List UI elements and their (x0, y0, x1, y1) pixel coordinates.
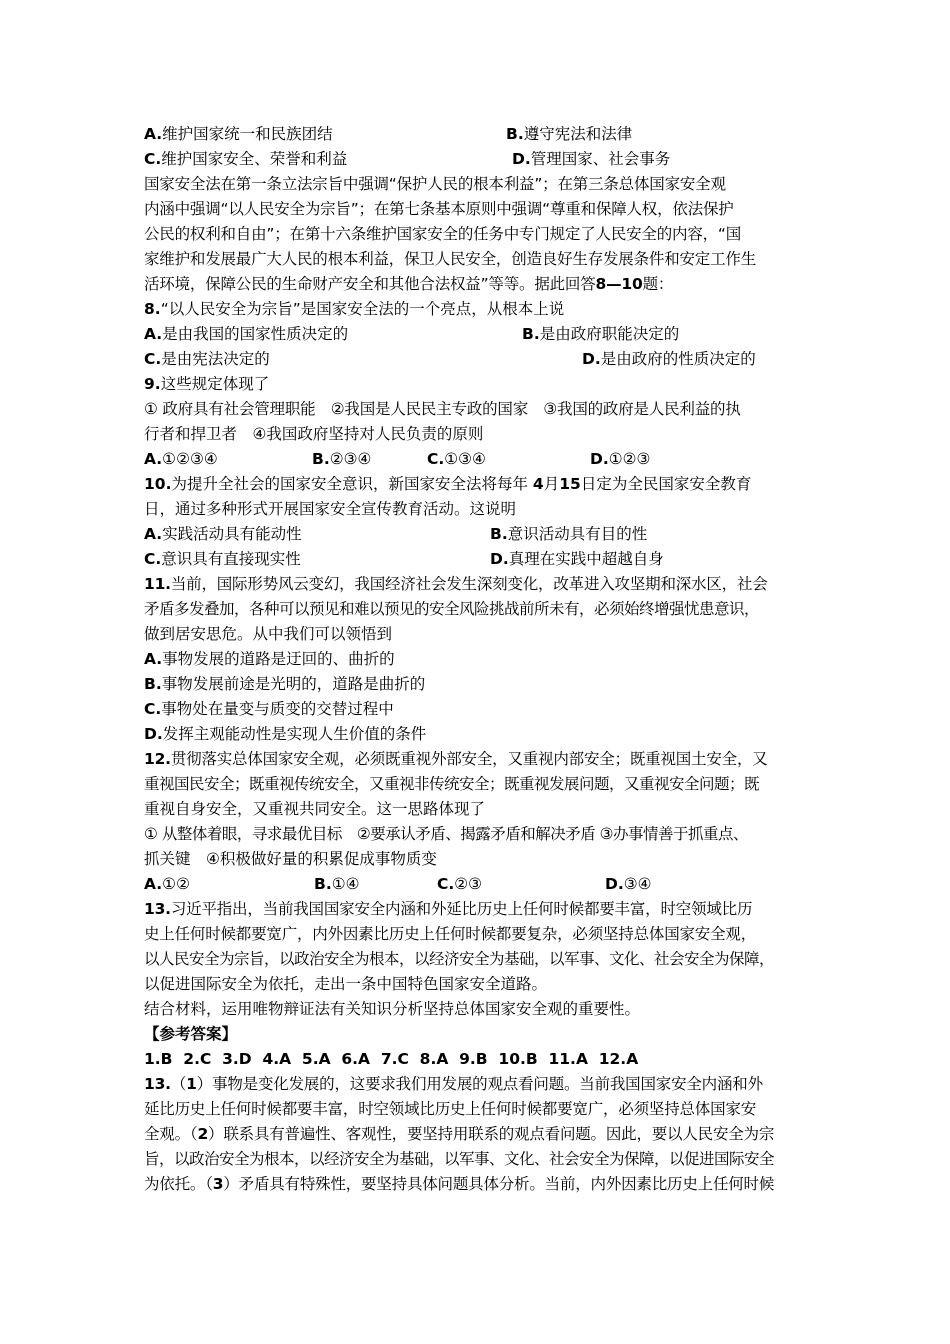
statement-line: 行者和捍卫者 ④我国政府坚持对人民负责的原则 (144, 425, 484, 443)
option-label: C. (144, 550, 162, 568)
option-a (144, 522, 302, 547)
answer-line: 延比历史上任何时候都要丰富，时空领域比历史上任何时候都要宽广，必须坚持总体国家安 (144, 1100, 757, 1118)
question-line: 以促进国际安全为依托，走出一条中国特色国家安全道路。 (144, 975, 548, 993)
option-label: D. (590, 450, 609, 468)
statement-line: 抓关键 ④积极做好量的积累促成事物质变 (144, 850, 437, 868)
option-label: B. (490, 525, 508, 543)
option-label: C. (144, 700, 162, 718)
passage-line (144, 272, 824, 297)
question-text: 这些规定体现了 (160, 375, 270, 393)
option-label: B. (522, 325, 540, 343)
question-number: 9. (144, 375, 161, 393)
option-c (144, 147, 347, 172)
question-text: 日定为全民国家安全教育 (580, 475, 752, 493)
question-line: 史上任何时候都要宽广，内外因素比历史上任何时候都要复杂，必须坚持总体国家安全观， (144, 925, 757, 943)
option-label: D. (512, 150, 531, 168)
question-11 (144, 572, 824, 597)
option-text: 实践活动具有能动性 (162, 525, 302, 543)
question-line: 以人民安全为宗旨，以政治安全为根本，以经济安全为基础，以军事、文化、社会安全为保障， (144, 950, 775, 968)
option-d (144, 722, 824, 747)
option-b (312, 447, 371, 472)
option-row (144, 447, 824, 472)
option-b (144, 672, 824, 697)
option-text: 是由我国的国家性质决定的 (162, 325, 349, 343)
passage-line: 国家安全法在第一条立法宗旨中强调“保护人民的根本利益”；在第三条总体国家安全观 (144, 175, 726, 193)
question-13 (144, 897, 824, 922)
option-label: C. (144, 350, 162, 368)
option-row (144, 522, 824, 547)
month-number: 4 (532, 475, 544, 493)
answer-text: 为依托。（ (144, 1175, 213, 1193)
passage-text: 题： (642, 275, 674, 293)
question-9 (144, 372, 824, 397)
option-label: C. (427, 450, 445, 468)
option-text: ③④ (623, 875, 652, 893)
answer-text: （ (170, 1075, 187, 1093)
option-row (144, 872, 824, 897)
option-a (144, 122, 333, 147)
option-text: 遵守宪法和法律 (523, 125, 633, 143)
question-text: 习近平指出，当前我国国家安全内涵和外延比历史上任何时候都要丰富，时空领域比历 (170, 900, 753, 918)
answer-heading: 【参考答案】 (144, 1025, 238, 1043)
option-label: B. (144, 675, 162, 693)
passage-text: 活环境，保障公民的生命财产安全和其他合法权益”等等。据此回答 (144, 275, 596, 293)
option-c (437, 872, 482, 897)
option-a (144, 447, 218, 472)
point-number: 3 (212, 1175, 224, 1193)
option-row (144, 322, 824, 347)
option-d (490, 547, 664, 572)
option-text: ②③ (454, 875, 483, 893)
option-c (144, 547, 301, 572)
option-label: D. (490, 550, 509, 568)
option-label: D. (144, 725, 163, 743)
option-b (506, 122, 632, 147)
option-label: B. (506, 125, 524, 143)
question-number: 13. (144, 1075, 171, 1093)
option-label: A. (144, 650, 163, 668)
option-label: A. (144, 875, 163, 893)
option-text: 发挥主观能动性是实现人生价值的条件 (162, 725, 427, 743)
option-c (144, 347, 270, 372)
answer-text: ）事物是变化发展的，这要求我们用发展的观点看问题。当前我国国家安全内涵和外 (196, 1075, 763, 1093)
question-line: 日，通过多种形式开展国家安全宣传教育活动。这说明 (144, 500, 517, 518)
option-text: 管理国家、社会事务 (530, 150, 671, 168)
option-text: ①③④ (444, 450, 486, 468)
option-d (512, 147, 670, 172)
option-label: B. (312, 450, 330, 468)
option-label: C. (144, 150, 162, 168)
option-a (144, 647, 824, 672)
point-number: 1 (186, 1075, 197, 1093)
option-c (427, 447, 486, 472)
option-text: 意识活动具有目的性 (507, 525, 648, 543)
option-text: 维护国家安全、荣誉和利益 (161, 150, 348, 168)
question-text: 为提升全社会的国家安全意识，新国家安全法将每年 (171, 475, 528, 493)
answer-key: 1.B 2.C 3.D 4.A 5.A 6.A 7.C 8.A 9.B 10.B 11.A 12.A (144, 1050, 639, 1068)
option-text: 真理在实践中超越自身 (508, 550, 664, 568)
option-text: ①② (162, 875, 190, 893)
question-line: 重视国民安全；既重视传统安全，又重视非传统安全；既重视发展问题，又重视安全问题；既 (144, 775, 760, 793)
option-d (605, 872, 652, 897)
question-line: 重视自身安全，又重视共同安全。这一思路体现了 (144, 800, 486, 818)
question-number: 13. (144, 900, 171, 918)
statement-line: ① 政府具有社会管理职能 ②我国是人民民主专政的国家 ③我国的政府是人民利益的执 (144, 400, 741, 418)
question-number: 10. (144, 475, 172, 493)
option-label: D. (582, 350, 601, 368)
answer-line (144, 1172, 824, 1197)
option-text: 事物处在量变与质变的交替过程中 (161, 700, 394, 718)
option-label: B. (314, 875, 332, 893)
option-text: 是由宪法决定的 (161, 350, 270, 368)
passage-line: 公民的权利和自由”；在第十六条维护国家安全的任务中专门规定了人民安全的内容，“国 (144, 225, 742, 243)
option-text: ②③④ (329, 450, 372, 468)
option-a (144, 872, 190, 897)
option-row (144, 347, 824, 372)
option-text: 维护国家统一和民族团结 (162, 125, 333, 143)
question-text: 贯彻落实总体国家安全观，必须既重视外部安全，又重视内部安全；既重视国土安全，又 (170, 750, 768, 768)
answer-text: ）矛盾具有特殊性，要坚持具体问题具体分析。当前，内外因素比历史上任何时候 (223, 1175, 775, 1193)
question-10 (144, 472, 824, 497)
question-line: 结合材料，运用唯物辩证法有关知识分析坚持总体国家安全观的重要性。 (144, 1000, 641, 1018)
question-range: 8—10 (595, 275, 643, 293)
option-text: ①②③④ (162, 450, 218, 468)
question-8 (144, 297, 824, 322)
question-line: 做到居安思危。从中我们可以领悟到 (144, 625, 393, 643)
answer-line (144, 1122, 824, 1147)
answer-13 (144, 1072, 824, 1097)
option-c (144, 697, 824, 722)
option-a (144, 322, 348, 347)
option-row (144, 122, 824, 147)
question-text: 当前，国际形势风云变幻，我国经济社会发生深刻变化，改革进入攻坚期和深水区，社会 (170, 575, 768, 593)
option-text: 是由政府职能决定的 (539, 325, 680, 343)
option-text: 是由政府的性质决定的 (600, 350, 756, 368)
question-text: 月 (543, 475, 560, 493)
option-text: 意识具有直接现实性 (161, 550, 301, 568)
exam-page (144, 122, 824, 1197)
question-line: 矛盾多发叠加，各种可以预见和难以预见的安全风险挑战前所未有，必须始终增强忧患意识， (144, 600, 760, 618)
question-12 (144, 747, 824, 772)
option-text: 事物发展的道路是迂回的、曲折的 (162, 650, 395, 668)
option-label: A. (144, 450, 163, 468)
day-number: 15 (559, 475, 581, 493)
option-d (582, 347, 756, 372)
answer-text: 全观。（ (144, 1125, 198, 1143)
passage-line: 内涵中强调“以人民安全为宗旨”；在第七条基本原则中强调“尊重和保障人权，依法保护 (144, 200, 734, 218)
option-label: A. (144, 525, 163, 543)
option-label: C. (437, 875, 455, 893)
answer-line: 旨，以政治安全为根本，以经济安全为基础，以军事、文化、社会安全为保障，以促进国际安全 (144, 1150, 775, 1168)
option-text: ①②③ (608, 450, 651, 468)
passage-line: 家维护和发展最广大人民的根本利益，保卫人民安全，创造良好生存发展条件和安定工作生 (144, 250, 757, 268)
option-b (490, 522, 647, 547)
option-row (144, 147, 824, 172)
answer-text: ）联系具有普遍性、客观性，要坚持用联系的观点看问题。因此，要以人民安全为宗 (208, 1125, 775, 1143)
option-label: D. (605, 875, 624, 893)
option-label: A. (144, 125, 163, 143)
question-number: 12. (144, 750, 171, 768)
option-b (314, 872, 360, 897)
option-text: 事物发展前途是光明的，道路是曲折的 (161, 675, 426, 693)
option-d (590, 447, 650, 472)
point-number: 2 (197, 1125, 209, 1143)
question-number: 11. (144, 575, 171, 593)
option-label: A. (144, 325, 163, 343)
option-b (522, 322, 679, 347)
question-number: 8. (144, 300, 161, 318)
question-text: “以人民安全为宗旨”是国家安全法的一个亮点，从根本上说 (160, 300, 565, 318)
option-row (144, 547, 824, 572)
option-text: ①④ (331, 875, 360, 893)
statement-line: ① 从整体着眼，寻求最优目标 ②要承认矛盾、揭露矛盾和解决矛盾 ③办事情善于抓重点、 (144, 825, 749, 843)
